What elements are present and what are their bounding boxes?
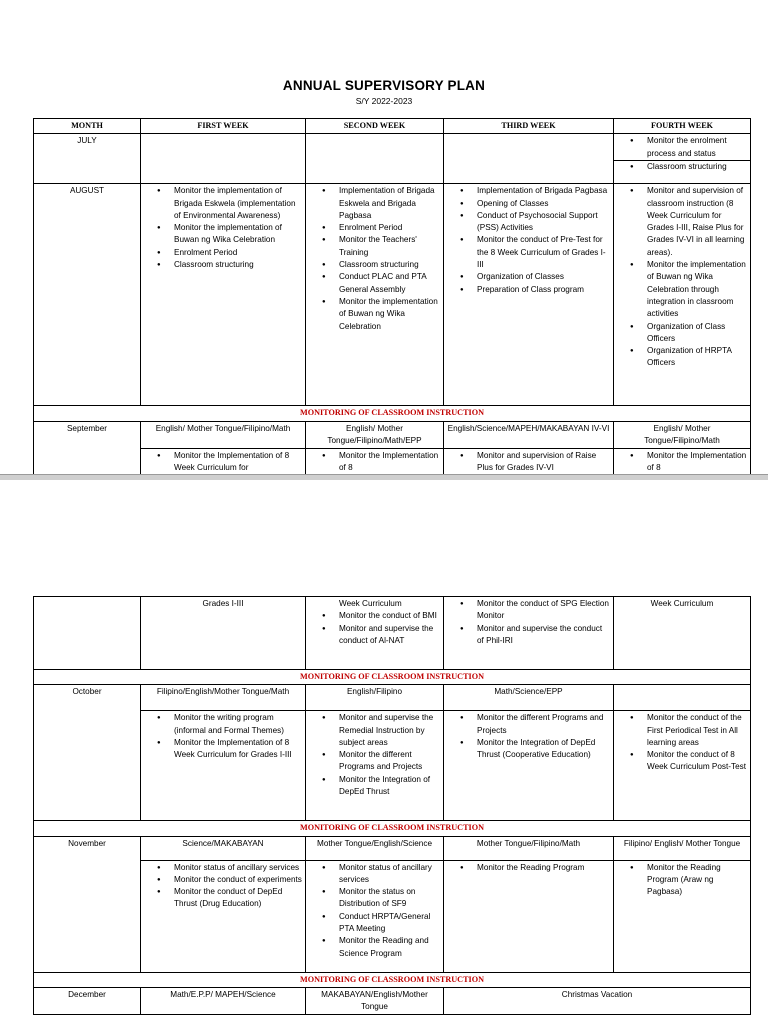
oct-subject-1: Filipino/English/Mother Tongue/Math [141, 685, 306, 711]
list-item: ● Monitor and supervision of Raise Plus for Grades IV-VI [477, 450, 610, 475]
sept-subject-2: English/ Mother Tongue/Filipino/Math/EPP [306, 421, 444, 449]
august-week-2 [306, 184, 444, 406]
list-item: ● Monitor the Reading Program [477, 862, 610, 874]
list-item: ● Monitor and supervise the conduct of Phil-IRI [477, 623, 610, 648]
mci-banner: MONITORING OF CLASSROOM INSTRUCTION [34, 406, 751, 421]
list-item: ● Preparation of Class program [477, 284, 610, 296]
july-week-4 [614, 134, 751, 184]
sept-week-4-p1 [614, 449, 751, 477]
list-item: ● Organization of Classes [477, 271, 610, 283]
mci-banner: MONITORING OF CLASSROOM INSTRUCTION [34, 670, 751, 685]
august-week-1 [141, 184, 306, 406]
august-row [34, 184, 751, 406]
sept-week-2-cont: Week Curriculum [339, 599, 402, 608]
mci-row-2 [34, 670, 751, 685]
list-item: ● Monitor the Integration of DepEd Thrust (Cooperative Education) [477, 737, 610, 762]
december-row [34, 987, 751, 1015]
oct-subject-2: English/Filipino [306, 685, 444, 711]
mci-row-1 [34, 406, 751, 421]
november-activity-row [34, 860, 751, 972]
list-item: ● Monitor the Implementation of 8 [339, 450, 440, 475]
nov-subject-3: Mother Tongue/Filipino/Math [444, 836, 614, 860]
nov-subject-4: Filipino/ English/ Mother Tongue [614, 836, 751, 860]
list-item: ● Conduct PLAC and PTA General Assembly [339, 271, 440, 296]
october-subject-row [34, 685, 751, 711]
list-item: ● Monitor status of ancillary services [339, 862, 440, 887]
august-week-4 [614, 184, 751, 406]
sept-week-1-p1 [141, 449, 306, 477]
sept-subject-1: English/ Mother Tongue/Filipino/Math [141, 421, 306, 449]
oct-week-2 [306, 711, 444, 821]
month-october: October [34, 685, 141, 821]
july-week-3 [444, 134, 614, 184]
sept-subject-3: English/Science/MAPEH/MAKABAYAN IV-VI [444, 421, 614, 449]
sept-week-4-p2: Week Curriculum [614, 597, 751, 670]
sept-subject-4: English/ Mother Tongue/Filipino/Math [614, 421, 751, 449]
oct-week-4 [614, 711, 751, 821]
list-item: ● Monitor and supervise the conduct of Al-NAT [339, 623, 440, 648]
sept-week-3-p1 [444, 449, 614, 477]
list-item: ● Monitor the different Programs and Projects [339, 749, 440, 774]
list-item: ● Monitor the Implementation of 8 Week Curriculum for Grades I-III [174, 737, 302, 762]
supervisory-plan-table-page-1 [33, 118, 751, 477]
month-july: JULY [34, 134, 141, 184]
header-second-week: SECOND WEEK [306, 119, 444, 134]
july-row [34, 134, 751, 184]
list-item: ● Monitor the Implementation of 8 [647, 450, 747, 475]
nov-week-3 [444, 860, 614, 972]
document-title: ANNUAL SUPERVISORY PLAN [282, 78, 486, 93]
nov-week-4 [614, 860, 751, 972]
list-item: ● Monitor the conduct of SPG Election Monitor [477, 598, 610, 623]
list-item: ● Monitor the conduct of the First Periodical Test in All learning areas [647, 712, 747, 749]
july-week-4-list-a [617, 135, 747, 160]
list-item: ● Monitor the writing program (informal and Formal Themes) [174, 712, 302, 737]
july-week-1 [141, 134, 306, 184]
nov-subject-2: Mother Tongue/English/Science [306, 836, 444, 860]
list-item: ● Opening of Classes [477, 198, 610, 210]
list-item: ● Monitor the implementation of Buwan ng Wika Celebration [174, 222, 302, 247]
list-item: ● Monitor the implementation of Brigada Eskwela (implementation of Environmental Awareness) [174, 185, 302, 222]
header-row [34, 119, 751, 134]
oct-subject-4 [614, 685, 751, 711]
nov-week-1 [141, 860, 306, 972]
header-third-week: THIRD WEEK [444, 119, 614, 134]
mci-banner: MONITORING OF CLASSROOM INSTRUCTION [34, 821, 751, 836]
list-item: ● Monitor the implementation of Buwan ng Wika Celebration through integration in classroom activities [647, 259, 747, 320]
mci-row-3 [34, 821, 751, 836]
header-month: MONTH [34, 119, 141, 134]
list-item: ● Conduct of Psychosocial Support (PSS) Activities [477, 210, 610, 235]
list-item: ● Monitor the implementation of Buwan ng Wika Celebration [339, 296, 440, 333]
list-item: ● Monitor the Reading and Science Program [339, 935, 440, 960]
nov-week-2 [306, 860, 444, 972]
sept-week-2-p2 [306, 597, 444, 670]
july-week-4-list-b [617, 161, 747, 173]
oct-week-3 [444, 711, 614, 821]
school-year: S/Y 2022-2023 [355, 96, 413, 106]
list-item: ● Monitor the Integration of DepEd Thrust [339, 774, 440, 799]
list-item: ● Monitor the conduct of DepEd Thrust (Drug Education) [174, 886, 302, 911]
list-item: ● Monitor the conduct of experiments [174, 874, 302, 886]
page-1 [0, 0, 768, 474]
list-item: ● Monitor and supervision of classroom instruction (8 Week Curriculum for Grades I-III, Raise Plus for Grades IV-VI in all learning areas). [647, 185, 747, 259]
list-item: ● Monitor the conduct of Pre-Test for the 8 Week Curriculum of Grades I-III [477, 234, 610, 271]
november-subject-row [34, 836, 751, 860]
sept-month-cont [34, 597, 141, 670]
sept-week-2-p1 [306, 449, 444, 477]
list-item: ● Monitor and supervise the Remedial Instruction by subject areas [339, 712, 440, 749]
oct-subject-3: Math/Science/EPP [444, 685, 614, 711]
list-item: ● Enrolment Period [339, 222, 440, 234]
sept-week-1-p2: Grades I-III [141, 597, 306, 670]
list-item: ● Organization of Class Officers [647, 321, 747, 346]
list-item: ● Monitor the Implementation of 8 Week Curriculum for [174, 450, 302, 475]
list-item: ● Conduct HRPTA/General PTA Meeting [339, 911, 440, 936]
christmas-vacation: Christmas Vacation [444, 987, 751, 1015]
list-item: ● Monitor the Teachers' Training [339, 234, 440, 259]
oct-week-1 [141, 711, 306, 821]
list-item: ● Monitor the conduct of BMI [339, 610, 440, 622]
september-subject-row [34, 421, 751, 449]
dec-subject-2: MAKABAYAN/English/Mother Tongue [306, 987, 444, 1015]
july-week-4-split [614, 160, 750, 173]
list-item: ● Monitor the conduct of 8 Week Curriculum Post-Test [647, 749, 747, 774]
list-item: ● Classroom structuring [174, 259, 302, 271]
july-week-2 [306, 134, 444, 184]
mci-banner: MONITORING OF CLASSROOM INSTRUCTION [34, 972, 751, 987]
dec-subject-1: Math/E.P.P/ MAPEH/Science [141, 987, 306, 1015]
nov-subject-1: Science/MAKABAYAN [141, 836, 306, 860]
list-item: ● Organization of HRPTA Officers [647, 345, 747, 370]
month-december: December [34, 987, 141, 1015]
september-activity-row-page-1 [34, 449, 751, 477]
sept-week-3-p2 [444, 597, 614, 670]
list-item: ● Monitor the status on Distribution of SF9 [339, 886, 440, 911]
list-item: ● Classroom structuring [647, 161, 747, 173]
list-item: ● Implementation of Brigada Pagbasa [477, 185, 610, 197]
mci-row-4 [34, 972, 751, 987]
list-item: ● Implementation of Brigada Eskwela and Brigada Pagbasa [339, 185, 440, 222]
list-item: ● Monitor the enrolment process and status [647, 135, 747, 160]
month-august: AUGUST [34, 184, 141, 406]
september-activity-row-page-2 [34, 597, 751, 670]
month-september: September [34, 421, 141, 476]
supervisory-plan-table-page-2 [33, 596, 751, 1015]
list-item: ● Enrolment Period [174, 247, 302, 259]
month-november: November [34, 836, 141, 972]
august-week-3 [444, 184, 614, 406]
list-item: ● Monitor status of ancillary services [174, 862, 302, 874]
header-first-week: FIRST WEEK [141, 119, 306, 134]
list-item: ● Monitor the Reading Program (Araw ng Pagbasa) [647, 862, 747, 899]
list-item: ● Classroom structuring [339, 259, 440, 271]
list-item: ● Monitor the different Programs and Projects [477, 712, 610, 737]
october-activity-row [34, 711, 751, 821]
header-fourth-week: FOURTH WEEK [614, 119, 751, 134]
page-2 [0, 480, 768, 1024]
